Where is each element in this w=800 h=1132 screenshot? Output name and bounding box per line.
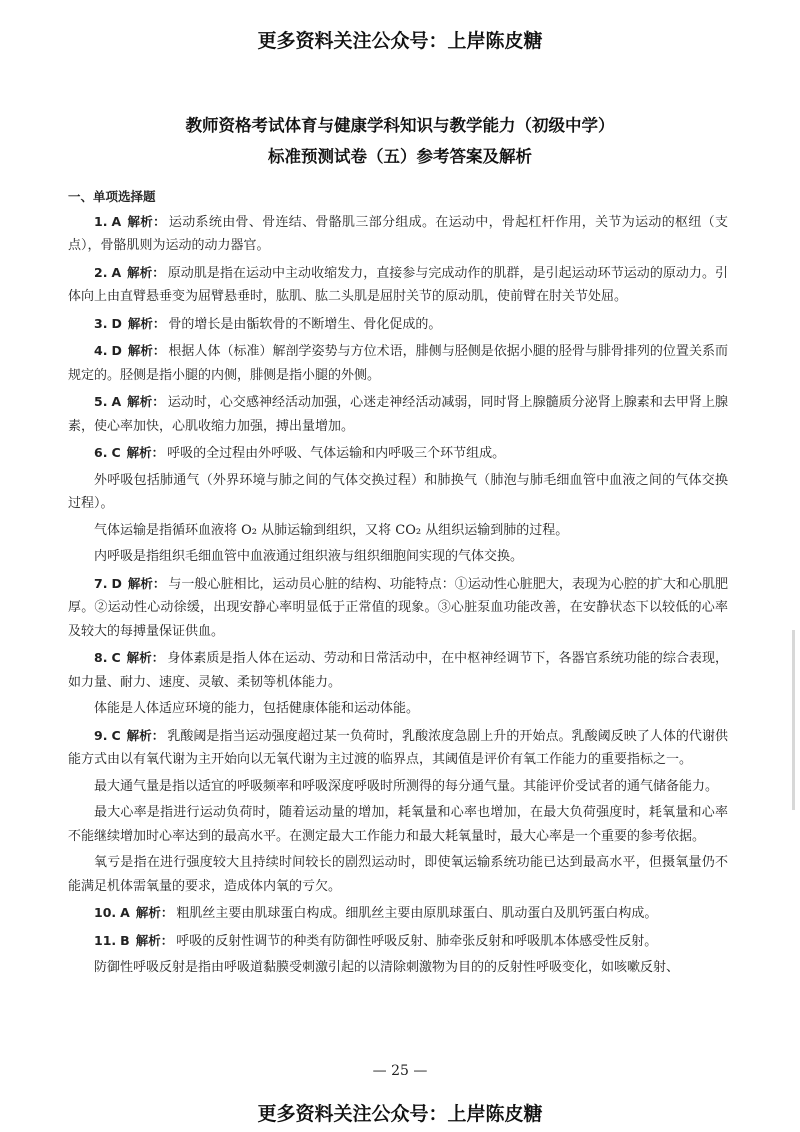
- question-answer-item: [68, 724, 728, 772]
- analysis-text: 与一般心脏相比，运动员心脏的结构、功能特点：①运动性心脏肥大，表现为心腔的扩大和心肌肥厚。②运动性心动徐缓，出现安静心率明显低于正常值的现象。③心脏泵血功能改善，在安静状态下以较低的心率及较大的每搏量保证供血。: [68, 576, 728, 639]
- title-line-2: 标准预测试卷（五）参考答案及解析: [268, 147, 532, 166]
- analysis-text: 运动系统由骨、骨连结、骨骼肌三部分组成。在运动中，骨起杠杆作用，关节为运动的枢纽（支点），骨骼肌则为运动的动力器官。: [68, 214, 728, 253]
- question-number: 4.: [94, 343, 108, 358]
- explanation-paragraph: 最大通气量是指以适宜的呼吸频率和呼吸深度呼吸时所测得的每分通气量。其能评价受试者的通气储备能力。: [94, 778, 719, 794]
- analysis-text: 骨的增长是由骺软骨的不断增生、骨化促成的。: [168, 316, 442, 332]
- question-number: 10.: [94, 905, 117, 920]
- question-answer-item: [68, 901, 728, 926]
- explanation-paragraph: 氧亏是指在进行强度较大且持续时间较长的剧烈运动时，即使氧运输系统功能已达到最高水平，但摄氧量仍不能满足机体需氧量的要求，造成体内氧的亏欠。: [68, 855, 728, 894]
- question-answer-item: [68, 261, 728, 309]
- analysis-label: 解析：: [127, 343, 166, 358]
- question-number: 2.: [94, 264, 108, 280]
- answer-choice: C: [111, 727, 121, 743]
- analysis-text: 原动肌是指在运动中主动收缩发力，直接参与完成动作的肌群，是引起运动环节运动的原动力。引体向上由直臂悬垂变为屈臂悬垂时，肱肌、肱二头肌是屈肘关节的原动肌，使前臂在肘关节处屈。: [68, 265, 728, 304]
- promo-banner-top: 更多资料关注公众号：上岸陈皮糖: [257, 30, 543, 52]
- analysis-text: 乳酸阈是指当运动强度超过某一负荷时，乳酸浓度急剧上升的开始点。乳酸阈反映了人体的代谢供能方式由以有氧代谢为主开始向以无氧代谢为主过渡的临界点，其阈值是评价有氧工作能力的重要指标之一。: [68, 728, 728, 767]
- answer-choice: D: [111, 575, 122, 591]
- answer-choice: A: [120, 905, 130, 920]
- analysis-text: 呼吸的全过程由外呼吸、气体运输和内呼吸三个环节组成。: [167, 446, 506, 461]
- analysis-label: 解析：: [127, 213, 166, 229]
- question-number: 6.: [94, 445, 108, 460]
- question-number: 11.: [94, 932, 117, 948]
- question-number: 1.: [94, 213, 108, 229]
- analysis-label: 解析：: [135, 932, 174, 948]
- explanation-paragraph: 内呼吸是指组织毛细血管中血液通过组织液与组织细胞间实现的气体交换。: [94, 549, 524, 564]
- question-number: 3.: [94, 315, 108, 331]
- analysis-label: 解析：: [127, 315, 166, 331]
- promo-banner-bottom: 更多资料关注公众号：上岸陈皮糖: [257, 1103, 543, 1125]
- question-answer-item: [68, 390, 728, 438]
- analysis-label: 解析：: [127, 394, 165, 409]
- explanation-paragraph: 体能是人体适应环境的能力，包括健康体能和运动体能。: [94, 701, 420, 716]
- explanation-paragraph: 最大心率是指进行运动负荷时，随着运动量的增加，耗氧量和心率也增加，在最大负荷强度时，耗氧量和心率不能继续增加时心率达到的最高水平。在测定最大工作能力和最大耗氧量时，最大心率是一个重要的参考依据。: [68, 805, 728, 844]
- question-number: 5.: [94, 394, 108, 409]
- scan-edge-mark: [792, 630, 795, 810]
- explanation-paragraph: 外呼吸包括肺通气（外界环境与肺之间的气体交换过程）和肺换气（肺泡与肺毛细血管中血液之间的气体交换过程）。: [68, 472, 728, 511]
- question-answer-item: [68, 646, 728, 694]
- question-answer-item: [68, 339, 728, 387]
- question-answer-item: [68, 929, 728, 954]
- analysis-text: 身体素质是指人体在运动、劳动和日常活动中，在中枢神经调节下，各器官系统功能的综合表现，如力量、耐力、速度、灵敏、柔韧等机体能力。: [68, 651, 728, 690]
- analysis-label: 解析：: [127, 575, 166, 591]
- title-line-1: 教师资格考试体育与健康学科知识与教学能力（初级中学）: [185, 116, 615, 135]
- analysis-label: 解析：: [127, 264, 165, 280]
- answer-content: [68, 185, 728, 983]
- question-answer-item: [68, 441, 728, 466]
- question-number: 9.: [94, 727, 108, 743]
- question-answer-item: [68, 312, 728, 337]
- question-number: 8.: [94, 650, 108, 665]
- section-heading: 一、单项选择题: [68, 189, 156, 204]
- page-number: — 25 —: [372, 1063, 428, 1079]
- explanation-paragraph: 防御性呼吸反射是指由呼吸道黏膜受刺激引起的以清除刺激物为目的的反射性呼吸变化，如咳嗽反射、: [94, 960, 680, 975]
- analysis-text: 运动时，心交感神经活动加强，心迷走神经活动减弱，同时肾上腺髓质分泌肾上腺素和去甲肾上腺素，使心率加快，心肌收缩力加强，搏出量增加。: [68, 395, 728, 434]
- answer-choice: A: [111, 264, 122, 280]
- analysis-text: 根据人体（标准）解剖学姿势与方位术语，腓侧与胫侧是依据小腿的胫骨与腓骨排列的位置关系而规定的。胫侧是指小腿的内侧，腓侧是指小腿的外侧。: [68, 344, 728, 383]
- analysis-label: 解析：: [135, 905, 174, 920]
- analysis-text: 呼吸的反射性调节的种类有防御性呼吸反射、肺牵张反射和呼吸肌本体感受性反射。: [176, 933, 658, 949]
- question-number: 7.: [94, 575, 108, 591]
- document-title: [0, 110, 800, 172]
- answer-choice: C: [111, 650, 121, 665]
- answer-choice: D: [111, 343, 122, 358]
- answer-choice: A: [111, 394, 122, 409]
- analysis-label: 解析：: [126, 727, 165, 743]
- answer-choice: B: [120, 932, 130, 948]
- explanation-paragraph: 气体运输是指循环血液将 O₂ 从肺运输到组织，又将 CO₂ 从组织运输到肺的过程。: [94, 522, 569, 538]
- question-answer-item: [68, 572, 728, 644]
- question-answer-item: [68, 210, 728, 258]
- analysis-label: 解析：: [126, 445, 165, 460]
- analysis-label: 解析：: [126, 650, 165, 665]
- answer-choice: D: [111, 315, 122, 331]
- analysis-text: 粗肌丝主要由肌球蛋白构成。细肌丝主要由原肌球蛋白、肌动蛋白及肌钙蛋白构成。: [176, 906, 658, 921]
- answer-choice: A: [111, 213, 122, 229]
- answer-choice: C: [111, 445, 121, 460]
